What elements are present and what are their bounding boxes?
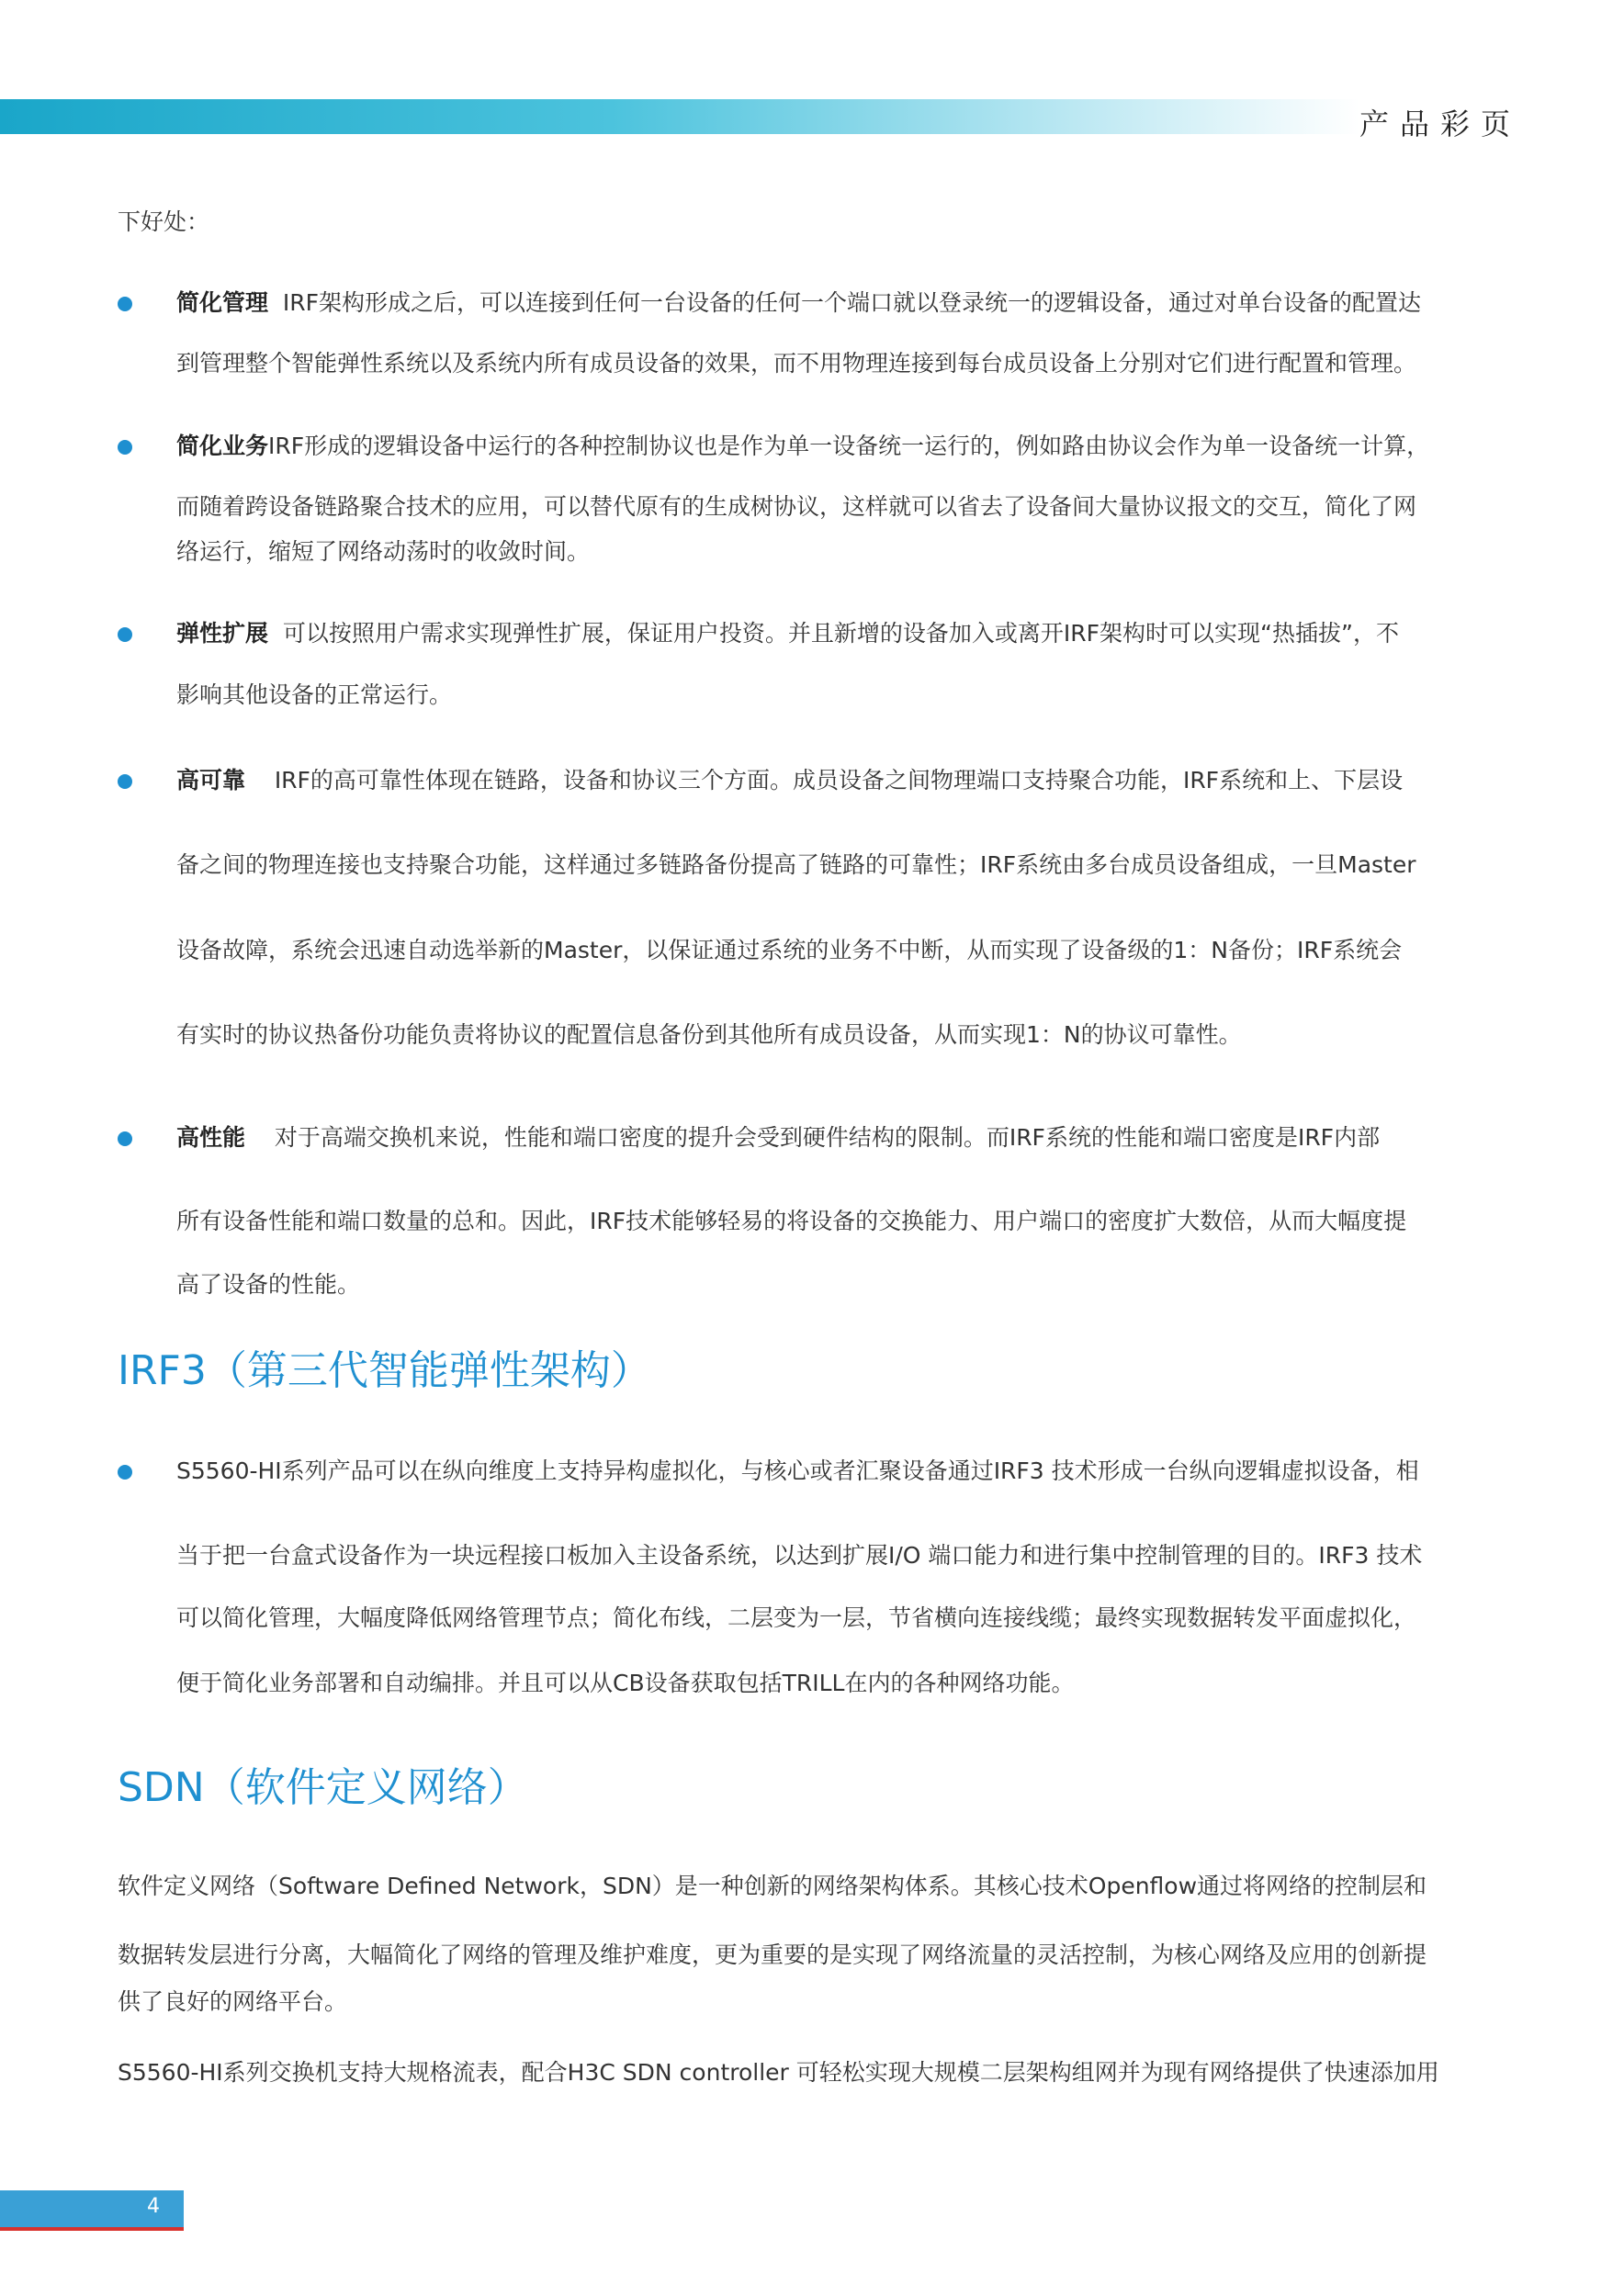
bullet-text: 当于把一台盒式设备作为一块远程接口板加入主设备系统，以达到扩展I/O 端口能力和进行集中控制管理的目的。IRF3 技术 — [176, 1542, 1423, 1569]
bullet-text: 所有设备性能和端口数量的总和。因此，IRF技术能够轻易的将设备的交换能力、用户端口的密度扩大数倍，从而大幅度提 — [176, 1208, 1407, 1234]
paragraph-text: 软件定义网络（Software Defined Network，SDN）是一种创新的网络架构体系。其核心技术Openflow通过将网络的控制层和 — [118, 1873, 1427, 1899]
intro-text: 下好处： — [118, 208, 210, 235]
bullet-icon — [118, 1465, 132, 1480]
header-gradient-bar — [0, 99, 1359, 134]
bullet-icon — [118, 774, 132, 789]
paragraph-text: S5560-HI系列交换机支持大规格流表，配合H3C SDN controller 可轻松实现大规模二层架构组网并为现有网络提供了快速添加用 — [118, 2059, 1439, 2086]
bullet-text: 设备故障，系统会迅速自动选举新的Master，以保证通过系统的业务不中断，从而实现了设备级的1：N备份；IRF系统会 — [176, 937, 1403, 963]
bullet-text: 可以按照用户需求实现弹性扩展，保证用户投资。并且新增的设备加入或离开IRF架构时可以实现“热插拔”，不 — [282, 620, 1399, 647]
page-number: 4 — [147, 2195, 160, 2218]
bullet-term: 高可靠 — [176, 767, 246, 793]
footer-accent-line — [0, 2227, 184, 2231]
bullet-text: 便于简化业务部署和自动编排。并且可以从CB设备获取包括TRILL在内的各种网络功能。 — [176, 1670, 1075, 1696]
bullet-text: 络运行，缩短了网络动荡时的收敛时间。 — [176, 538, 591, 565]
bullet-text: 对于高端交换机来说，性能和端口密度的提升会受到硬件结构的限制。而IRF系统的性能和端口密度是IRF内部 — [274, 1124, 1381, 1151]
section-heading-irf3: IRF3（第三代智能弹性架构） — [118, 1347, 651, 1394]
bullet-icon — [118, 297, 132, 311]
bullet-text: IRF的高可靠性体现在链路，设备和协议三个方面。成员设备之间物理端口支持聚合功能，IRF系统和上、下层设 — [274, 767, 1404, 793]
bullet-icon — [118, 440, 132, 455]
bullet-text: IRF架构形成之后，可以连接到任何一台设备的任何一个端口就以登录统一的逻辑设备，通过对单台设备的配置达 — [282, 289, 1422, 316]
bullet-text: 到管理整个智能弹性系统以及系统内所有成员设备的效果，而不用物理连接到每台成员设备上分别对它们进行配置和管理。 — [176, 350, 1417, 377]
bullet-term: 高性能 — [176, 1124, 246, 1151]
section-heading-sdn: SDN（软件定义网络） — [118, 1764, 528, 1811]
bullet-icon — [118, 1131, 132, 1146]
bullet-text: 而随着跨设备链路聚合技术的应用，可以替代原有的生成树协议，这样就可以省去了设备间大量协议报文的交互，简化了网 — [176, 493, 1417, 520]
paragraph-text: 供了良好的网络平台。 — [118, 1988, 348, 2015]
bullet-text: 高了设备的性能。 — [176, 1271, 361, 1298]
bullet-text: S5560-HI系列产品可以在纵向维度上支持异构虚拟化，与核心或者汇聚设备通过IRF3 技术形成一台纵向逻辑虚拟设备，相 — [176, 1458, 1419, 1484]
bullet-text: IRF形成的逻辑设备中运行的各种控制协议也是作为单一设备统一运行的，例如路由协议会作为单一设备统一计算， — [268, 433, 1430, 459]
bullet-term: 简化业务 — [176, 433, 269, 459]
header-title: 产品彩页 — [1359, 107, 1522, 141]
bullet-term: 弹性扩展 — [176, 620, 269, 647]
bullet-term: 简化管理 — [176, 289, 269, 316]
paragraph-text: 数据转发层进行分离，大幅简化了网络的管理及维护难度，更为重要的是实现了网络流量的灵活控制，为核心网络及应用的创新提 — [118, 1941, 1427, 1968]
bullet-icon — [118, 627, 132, 642]
bullet-text: 有实时的协议热备份功能负责将协议的配置信息备份到其他所有成员设备，从而实现1：N的协议可靠性。 — [176, 1021, 1242, 1048]
bullet-text: 影响其他设备的正常运行。 — [176, 681, 453, 708]
bullet-text: 可以简化管理，大幅度降低网络管理节点；简化布线，二层变为一层，节省横向连接线缆；最终实现数据转发平面虚拟化， — [176, 1604, 1417, 1631]
bullet-text: 备之间的物理连接也支持聚合功能，这样通过多链路备份提高了链路的可靠性；IRF系统由多台成员设备组成，一旦Master — [176, 851, 1416, 878]
